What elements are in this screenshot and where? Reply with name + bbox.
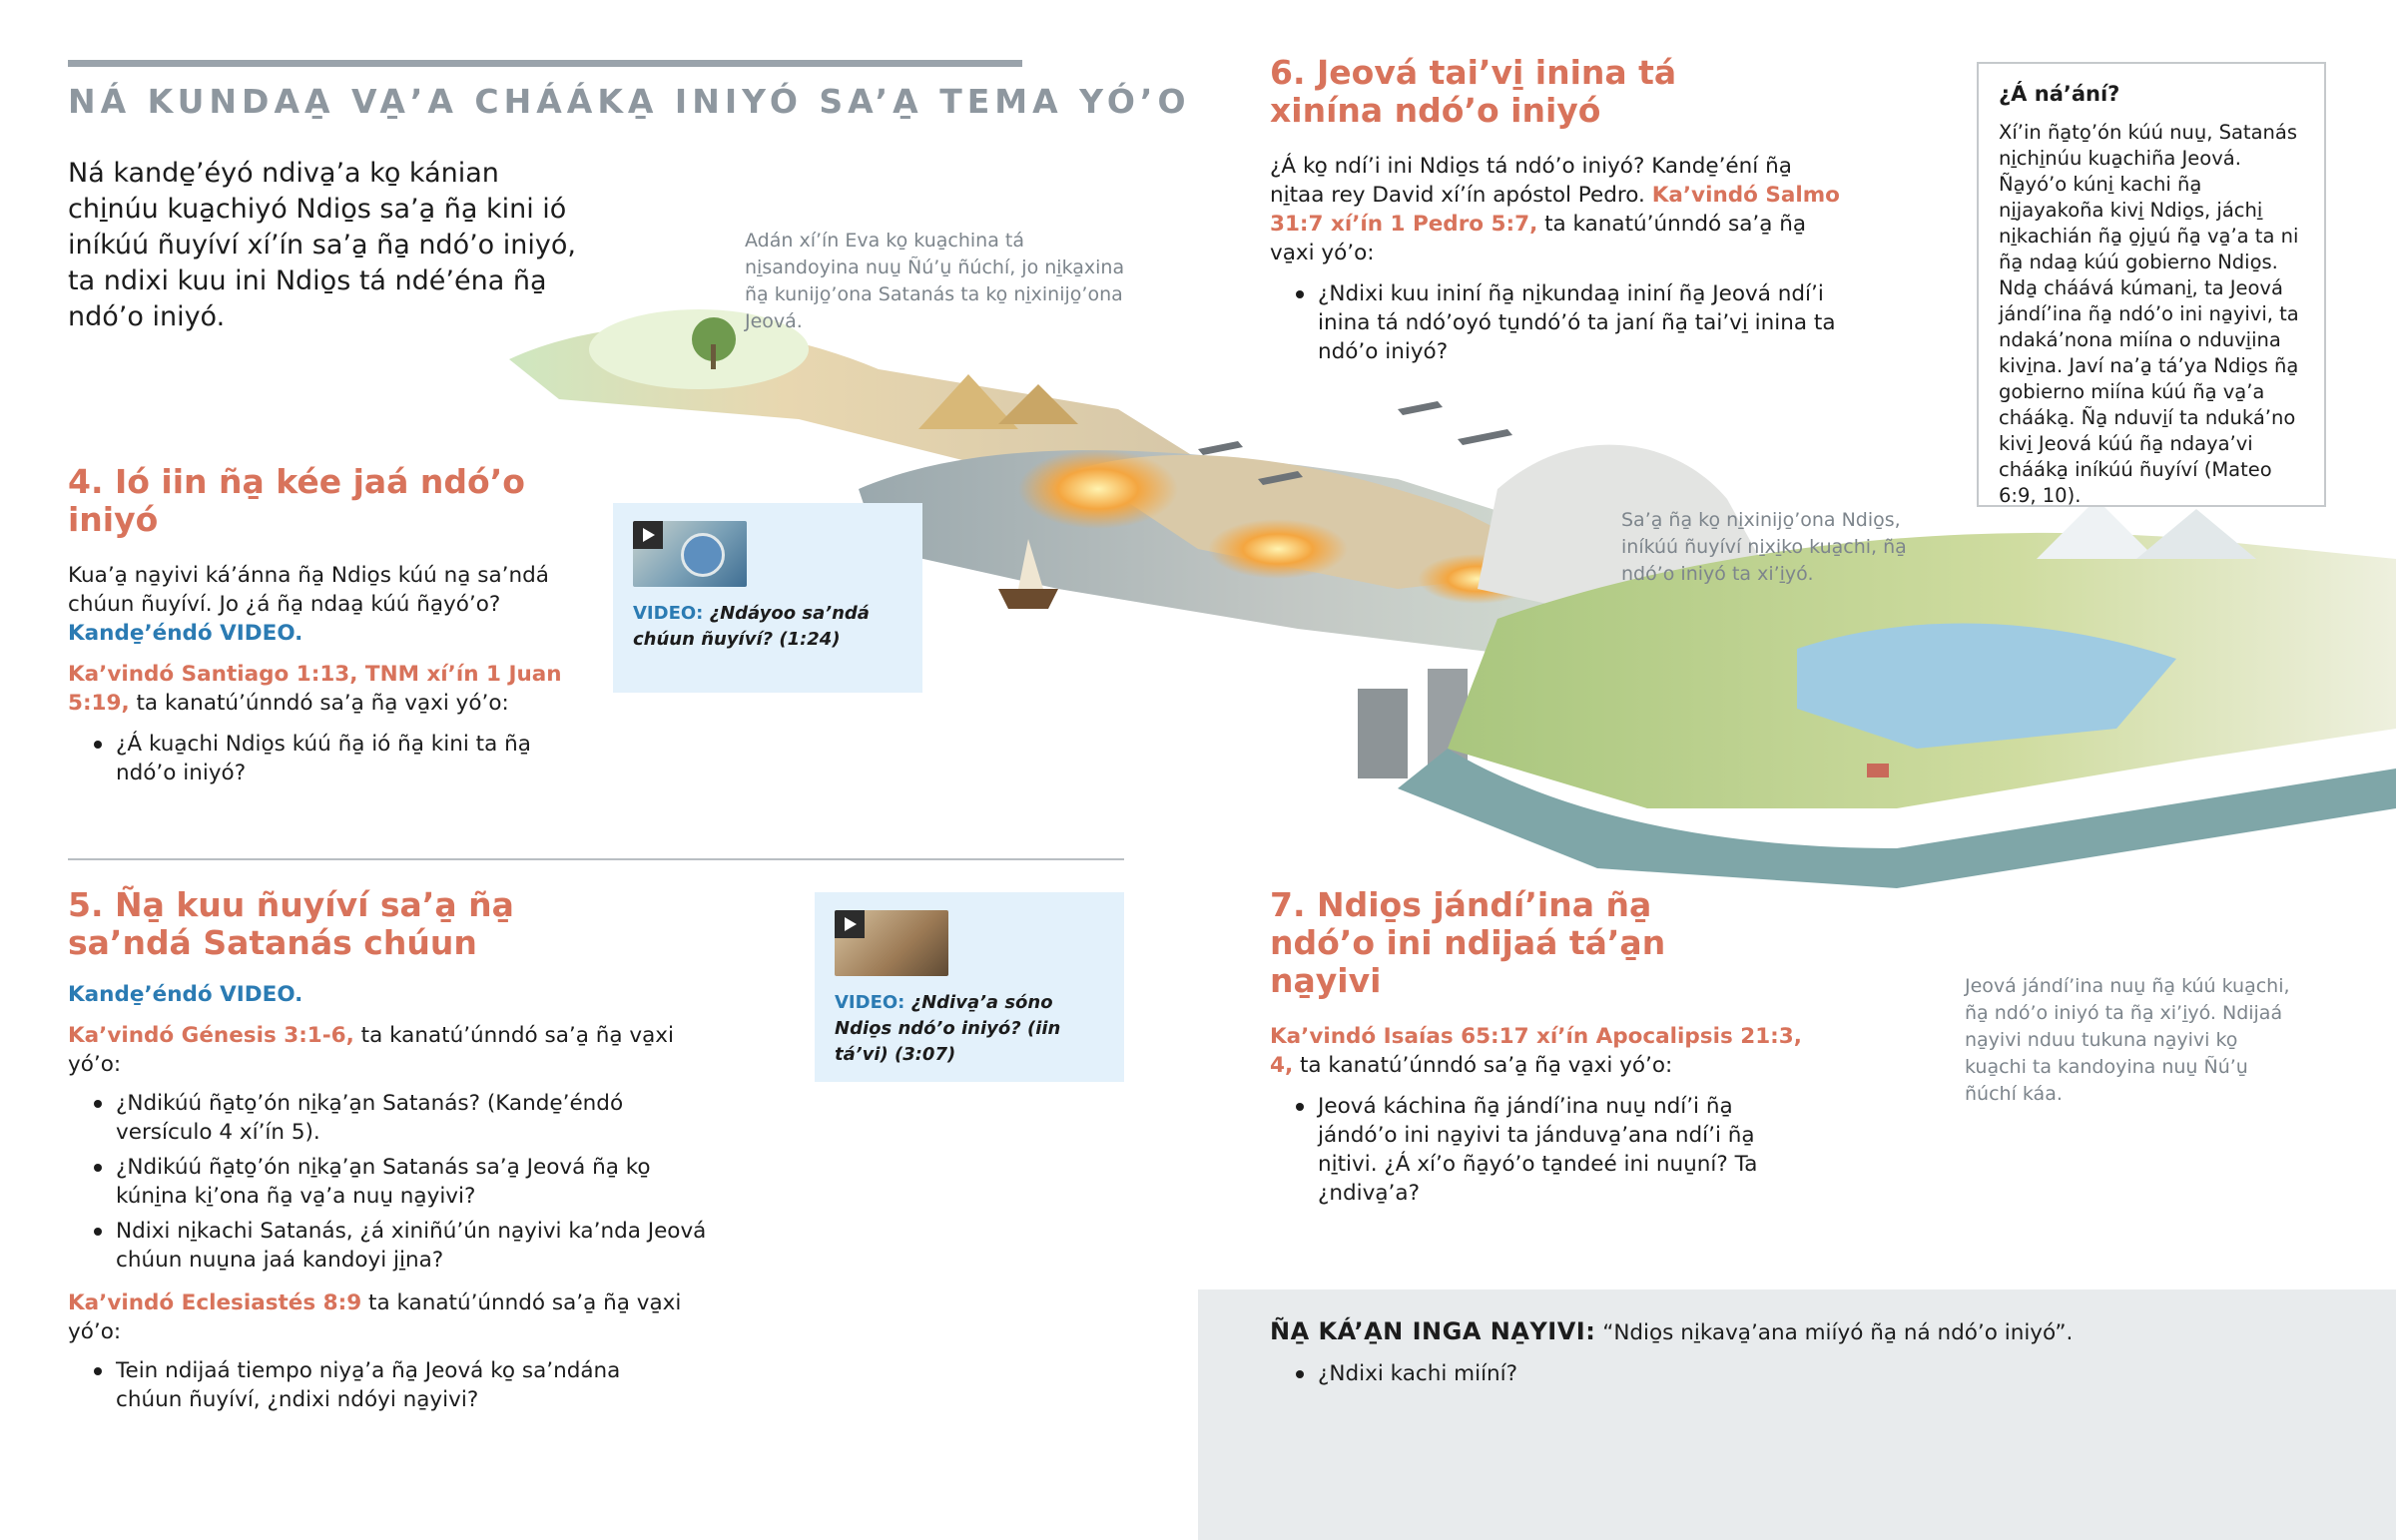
section-6-title: 6. Jeová tai’vi̱ inina tá xinína ndó’o iniyó [1270, 53, 1677, 130]
video-thumbnail-globe[interactable] [633, 521, 747, 587]
section-5-question-3: Ndixi ni̱kachi Satanás, ¿á xiniñú’ún na̱yivi ka’nda Jeová chúun nuu̱na jaá kandoyi ji̱na? [68, 1217, 707, 1275]
section-4-title: 4. Ió iin ña̱ kée jaá ndó’o iniyó [68, 462, 525, 539]
caption-adan-eva: Adán xí’ín Eva ko̱ kua̱china tá ni̱sandoyina nuu̱ Ñú’u̱ ñúchí, jo ni̱ka̱xina ña̱ kunijo̱’ona Satanás ta ko̱ ni̱xinijo̱’ona Jeová. [745, 230, 1125, 332]
section-4-text: Kua’a̱ na̱yivi ká’ánna ña̱ Ndio̱s kúú na̱ sa’ndá chúun ñuyíví. Jo ¿á ña̱ ndaa̱ kúú ña̱yó’o? [68, 563, 549, 617]
section-7-title: 7. Ndio̱s jándí’ina ña̱ ndó’o ini ndijaá tá’a̱n na̱yivi [1270, 885, 1666, 1000]
section-5-question-1: ¿Ndikúú ña̱to̱’ón ni̱ka̱’a̱n Satanás? (Kande̱’éndó versículo 4 xí’ín 5). [68, 1089, 707, 1147]
section-5-scripture-ref-1[interactable]: Ka’vindó Génesis 3:1-6, [68, 1023, 354, 1048]
section-4-question: ¿Á kua̱chi Ndio̱s kúú ña̱ ió ña̱ kini ta ña̱ ndó’o iniyó? [68, 730, 587, 787]
section-5-question-4: Tein ndijaá tiempo niya̱’a ña̱ Jeová ko̱ sa’ndána chúun ñuyíví, ¿ndixi ndóyi na̱yivi? [68, 1356, 627, 1414]
section-4-video-link[interactable]: Kande̱’éndó VIDEO. [68, 621, 303, 646]
caption-jeova-paradise: Jeová jándí’ina nuu̱ ña̱ kúú kua̱chi, ña̱ ndó’o iniyó ta ña̱ xi’i̱yó. Ndijaá na̱yivi nduu tukuna na̱yivi ko̱ kua̱chi ta kandoyina nuu̱ Ñú’u̱ ñúchí káa. [1965, 975, 2290, 1105]
others-say-quote: “Ndio̱s ni̱kava̱’ana miíyó ña̱ ná ndó’o iniyó”. [1602, 1320, 2074, 1345]
section-4-video-caption[interactable]: VIDEO: ¿Ndáyoo sa’ndá chúun ñuyíví? (1:24) [633, 603, 870, 650]
section-4-ref-instruction: ta kanatú’únndó sa’a̱ ña̱ va̱xi yó’o: [136, 691, 509, 716]
section-5-ref2-instruction: ta kanatú’únndó sa’a̱ ña̱ va̱xi yó’o: [68, 1290, 682, 1344]
section-5 [68, 886, 707, 1420]
caption-satanas: Sa’a̱ ña̱ ko̱ ni̱xinijo̱’ona Ndio̱s, iníkúú ñuyíví ni̱xi̱ko kua̱chi, ña̱ ndó’o iniyó ta xi’i̱yó. [1621, 509, 1907, 585]
section-5-title: 5. Ña̱ kuu ñuyíví sa’a̱ ña̱ sa’ndá Satanás chúun [68, 885, 514, 962]
section-7-question: Jeová káchina ña̱ jándí’ina nuu̱ ndí’i ña̱ jándó’o ini na̱yivi ta jánduva̱’ana ndí’i ña̱ ni̱tivi. ¿Á xí’o ña̱yó’o ta̱ndeé ini nuu̱ní? Ta ¿ndiva̱’a? [1270, 1092, 1789, 1208]
intro-paragraph: Ná kande̱’éyó ndiva̱’a ko̱ kánian chi̱núu kua̱chiyó Ndio̱s sa’a̱ ña̱ kini ió iníkúú ñuyíví xí’ín sa’a̱ ña̱ ndó’o iniyó, ta ndixi kuu ini Ndio̱s tá ndé’éna ña̱ ndó’o iniyó. [68, 158, 576, 332]
section-5-video-card[interactable] [815, 892, 1124, 1082]
section-6-ref-instruction: ta kanatú’únndó sa’a̱ ña̱ va̱xi yó’o: [1270, 212, 1807, 265]
others-say-question: ¿Ndixi kachi miíní? [1270, 1359, 2268, 1388]
header-rule [68, 60, 1022, 67]
did-you-know-title: ¿Á ná’ání? [1999, 82, 2120, 106]
section-7 [1270, 886, 1809, 1214]
section-5-question-2: ¿Ndikúú ña̱to̱’ón ni̱ka̱’a̱n Satanás sa’a̱ Jeová ña̱ ko̱ kúni̱na ki̱’ona ña̱ va̱’a nuu̱ na̱yivi? [68, 1153, 707, 1211]
section-4 [68, 463, 587, 793]
section-7-scripture-ref[interactable]: Ka’vindó Isaías 65:17 xí’ín Apocalipsis 21:3, 4, [1270, 1024, 1802, 1078]
play-icon[interactable] [835, 910, 865, 938]
others-say-box [1198, 1289, 2396, 1540]
section-6-text: ¿Á ko̱ ndí’i ini Ndio̱s tá ndó’o iniyó? Kande̱’éní ña̱ ni̱taa rey David xí’ín apóstol Pedro. [1270, 154, 1792, 208]
did-you-know-text: Xí’in ña̱to̱’ón kúú nuu̱, Satanás ni̱chi̱núu kua̱chiña Jeová. Ña̱yó’o kúni̱ kachi ña̱ ni̱jayakoña kivi̱ Ndio̱s, jáchi̱ ni̱kachián ña̱ o̱ju̱ú ña̱ va̱’a ta ni ña̱ ndaa̱ kúú gobierno Ndio̱s. Nda̱ cháává kúmani̱, ta Jeová jándí’ina ña̱ ndó’o ini na̱yivi, ta ndaká’nona miína o nduvi̱ina kivi̱na. Javí na’a̱ tá’ya Ndio̱s ña̱ gobierno miína kúú ña̱ va̱’a cháákа̱. Ña̱ nduvi̱í ta nduká’no kivi̱ Jeová kúú ña̱ ndaya’vi chááka̱ iníkúú ñuyíví (Mateo 6:9, 10). [1999, 121, 2299, 507]
section-5-ref1-instruction: ta kanatú’únndó sa’a̱ ña̱ va̱xi yó’o: [68, 1023, 675, 1077]
did-you-know-box [1977, 62, 2326, 507]
section-5-video-link[interactable]: Kande̱’éndó VIDEO. [68, 982, 303, 1007]
section-6-scripture-ref[interactable]: Ka’vindó Salmo 31:7 xí’ín 1 Pedro 5:7, [1270, 183, 1840, 237]
play-icon[interactable] [633, 521, 663, 549]
video-thumbnail-person[interactable] [835, 910, 948, 976]
others-say-label: ÑA̱ KÁ’A̱N INGA NA̱YIVI: [1270, 1317, 1596, 1345]
section-4-video-card[interactable] [613, 503, 922, 693]
section-5-video-caption[interactable]: VIDEO: ¿Ndiva̱’a sóno Ndio̱s ndó’o iniyó? (iin tá’vi) (3:07) [835, 992, 1061, 1065]
section-6 [1270, 54, 1889, 372]
section-4-scripture-ref[interactable]: Ka’vindó Santiago 1:13, TNM xí’ín 1 Juan 5:19, [68, 662, 562, 716]
section-5-scripture-ref-2[interactable]: Ka’vindó Eclesiastés 8:9 [68, 1290, 362, 1315]
section-6-question: ¿Ndixi kuu ininí ña̱ ni̱kundaa̱ ininí ña̱ Jeová ndí’i inina tá ndó’oyó tu̱ndó’ó ta janí ña̱ tai’vi̱ inina ta ndó’o iniyó? [1270, 279, 1849, 366]
section-divider [68, 858, 1124, 860]
page-header-title: NÁ KUNDAA̱ VA̱’A CHÁÁKA̱ INIYÓ SA’A̱ TEMA YÓ’O [68, 82, 1191, 121]
section-7-ref-instruction: ta kanatú’únndó sa’a̱ ña̱ va̱xi yó’o: [1299, 1053, 1673, 1078]
